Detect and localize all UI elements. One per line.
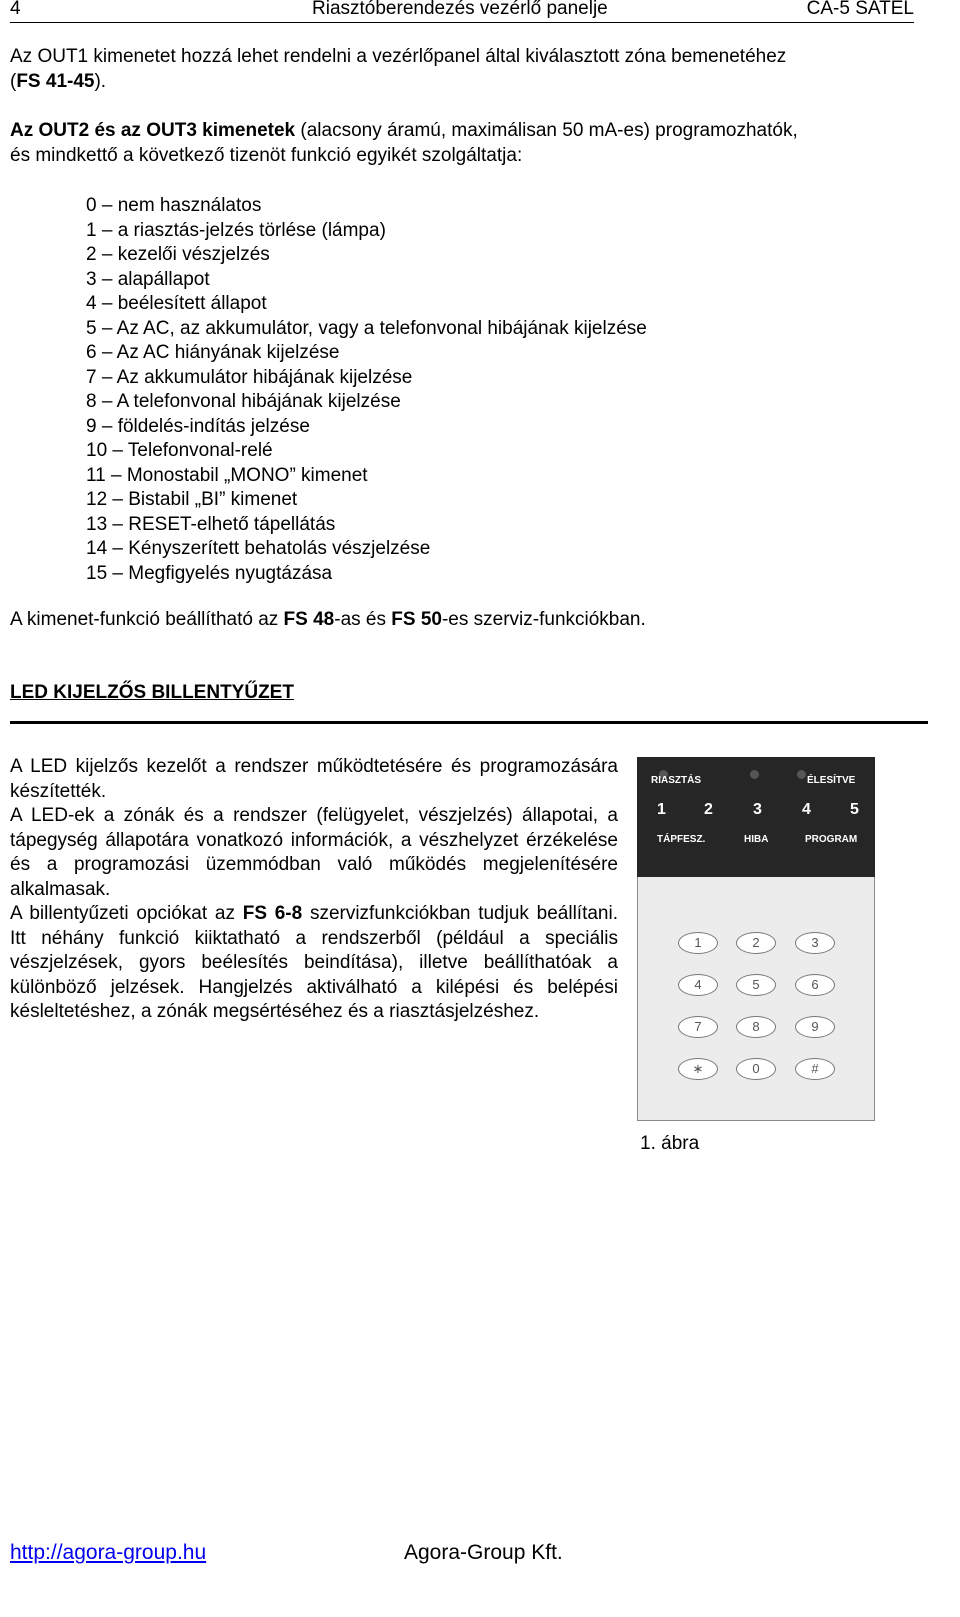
intro-line-1: Az OUT1 kimenetet hozzá lehet rendelni a vezérlőpanel által kiválasztott zóna bemenetéhez	[10, 46, 787, 67]
led-section-text	[10, 755, 618, 1025]
intro-p2-line-1	[10, 119, 930, 144]
list-item: 15 – Megfigyelés nyugtázása	[86, 562, 333, 584]
list-item: 7 – Az akkumulátor hibájának kijelzése	[86, 366, 413, 388]
list-item: 0 – nem használatos	[86, 195, 262, 216]
list-item: 6 – Az AC hiányának kijelzése	[86, 342, 340, 363]
status-led	[750, 770, 759, 779]
zone-led-label: 3	[753, 801, 762, 818]
zone-led-label: 2	[704, 801, 713, 818]
header-title: Riasztóberendezés vezérlő panelje	[312, 0, 608, 19]
section-divider	[10, 721, 928, 724]
section-title: LED KIJELZŐS BILLENTYŰZET	[10, 682, 294, 703]
config-text: -es szerviz-funkciókban.	[441, 609, 646, 630]
alarm-label: RIASZTÁS	[651, 775, 701, 786]
key-3: 3	[795, 932, 835, 954]
paren-open: (	[10, 70, 17, 92]
power-label: TÁPFESZ.	[657, 834, 706, 845]
key-8: 8	[736, 1016, 776, 1038]
key-4: 4	[678, 974, 718, 996]
outputs-desc: (alacsony áramú, maximálisan 50 mA-es) programozhatók,	[295, 120, 798, 141]
key-2: 2	[736, 932, 776, 954]
config-text: -as és	[334, 609, 392, 630]
status-led	[797, 770, 806, 779]
page-header	[10, 0, 914, 23]
list-item: 5 – Az AC, az akkumulátor, vagy a telefonvonal hibájának kijelzése	[86, 317, 647, 339]
header-brand: CA-5 SATEL	[806, 0, 914, 19]
outputs-bold: Az OUT2 és az OUT3 kimenetek	[10, 120, 296, 141]
zone-led-label: 5	[850, 801, 859, 818]
list-item: 14 – Kényszerített behatolás vészjelzése	[86, 538, 431, 559]
led-paragraph-2: A LED-ek a zónák és a rendszer (felügyelet, vészjelzés) állapotai, a tápegység állapotára vonatkozó információk, a vészhelyzet érzékelése és a programozási üzemmódban való működés megjelenítésére alkalmasak.	[10, 805, 618, 900]
key-6: 6	[795, 974, 835, 996]
led-p3-fs: FS 6-8	[242, 903, 303, 924]
program-label: PROGRAM	[805, 834, 858, 845]
keypad-figure	[637, 757, 875, 1121]
page-number: 4	[10, 0, 21, 19]
key-7: 7	[678, 1016, 718, 1038]
list-item: 4 – beélesített állapot	[86, 293, 267, 314]
zone-led-label: 4	[802, 801, 811, 818]
intro-line-2	[10, 70, 920, 95]
key-1: 1	[678, 932, 718, 954]
list-item: 9 – földelés-indítás jelzése	[86, 415, 310, 437]
led-paragraph-1: A LED kijelzős kezelőt a rendszer működtetésére és programozására készítették.	[10, 756, 618, 802]
fs-reference: FS 41-45	[16, 70, 95, 92]
list-item: 11 – Monostabil „MONO” kimenet	[86, 464, 368, 486]
config-fs50: FS 50	[391, 609, 442, 630]
key-star: ∗	[678, 1058, 718, 1080]
list-item: 8 – A telefonvonal hibájának kijelzése	[86, 391, 401, 412]
list-item: 10 – Telefonvonal-relé	[86, 440, 273, 461]
list-item: 13 – RESET-elhető tápellátás	[86, 513, 336, 535]
key-0: 0	[736, 1058, 776, 1080]
config-text: A kimenet-funkció beállítható az	[10, 609, 284, 630]
key-5: 5	[736, 974, 776, 996]
key-hash: #	[795, 1058, 835, 1080]
led-paragraph-3	[10, 902, 618, 1025]
intro-p2-line-2: és mindkettő a következő tizenöt funkció egyikét szolgáltatja:	[10, 144, 523, 166]
led-p3-rest: szervizfunkciókban tudjuk beállítani. Itt néhány funkció kiiktatható a rendszerből (például a speciális vészjelzések, gyors beélesítés beindítása), illetve beállíthatóak a különböző jelzések. Hangjelzés aktiválható a kilépési és belépési késleltetéshez, a zónák megsértéséhez és a riasztásjelzéshez.	[10, 903, 618, 1022]
armed-label: ÉLESÍTVE	[807, 775, 856, 786]
function-list	[86, 194, 647, 586]
figure-caption: 1. ábra	[640, 1133, 700, 1154]
fault-label: HIBA	[744, 834, 769, 845]
list-item: 3 – alapállapot	[86, 268, 210, 290]
led-p3-text: A billentyűzeti opciókat az	[10, 903, 243, 924]
keypad-buttons-panel	[637, 877, 875, 1121]
key-9: 9	[795, 1016, 835, 1038]
zone-led-label: 1	[657, 801, 666, 818]
intro-paragraph-1	[10, 45, 920, 94]
footer-url-link[interactable]: http://agora-group.hu	[10, 1541, 207, 1564]
config-fs48: FS 48	[283, 609, 335, 630]
footer-company: Agora-Group Kft.	[404, 1541, 563, 1564]
intro-paragraph-2	[10, 119, 930, 168]
list-item: 1 – a riasztás-jelzés törlése (lámpa)	[86, 219, 386, 241]
config-sentence	[10, 608, 646, 633]
paren-close: ).	[94, 70, 107, 92]
keypad-display-panel	[637, 757, 875, 877]
list-item: 12 – Bistabil „BI” kimenet	[86, 489, 298, 510]
list-item: 2 – kezelői vészjelzés	[86, 244, 270, 265]
